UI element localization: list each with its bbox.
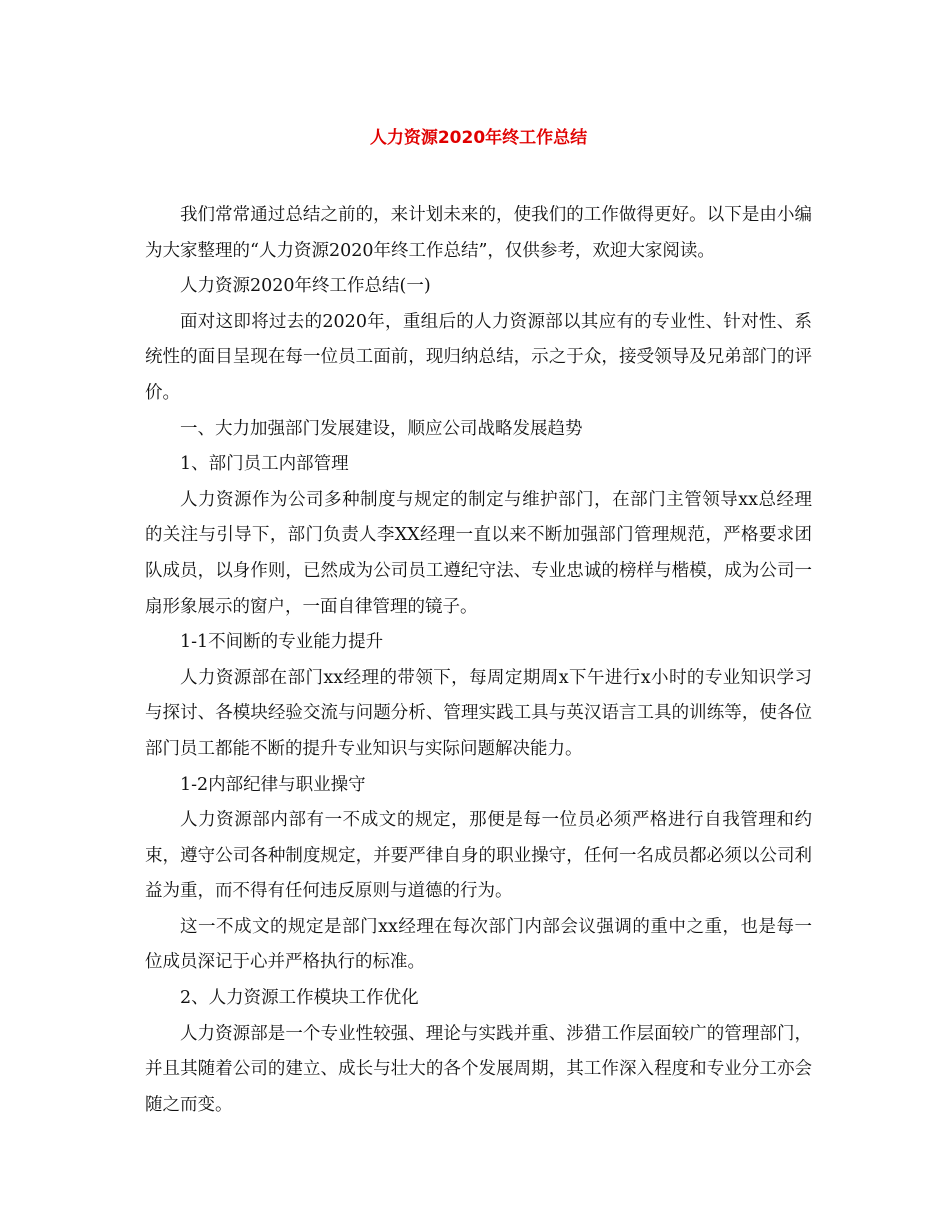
paragraph-subtitle: 人力资源2020年终工作总结(一) [180, 276, 431, 297]
heading-item-1: 1、部门员工内部管理 [180, 454, 349, 475]
heading-item-2: 2、人力资源工作模块工作优化 [180, 988, 419, 1009]
paragraph-item-1-2b: 这一不成文的规定是部门xx经理在每次部门内部会议强调的重中之重，也是每一位成员深记于心并严格执行的标准。 [145, 916, 812, 973]
paragraph-item-1-2: 人力资源部内部有一不成文的规定，那便是每一位员必须严格进行自我管理和约束，遵守公司各种制度规定，并要严律自身的职业操守，任何一名成员都必须以公司利益为重，而不得有任何违反原则与道德的行为。 [145, 810, 812, 902]
heading-item-1-2: 1-2内部纪律与职业操守 [180, 774, 366, 795]
heading-section-1: 一、大力加强部门发展建设，顺应公司战略发展趋势 [180, 418, 583, 439]
document-title: 人力资源2020年终工作总结 [369, 128, 588, 148]
document-body [145, 198, 812, 1123]
heading-item-1-1: 1-1不间断的专业能力提升 [180, 632, 384, 653]
paragraph-overview: 面对这即将过去的2020年，重组后的人力资源部以其应有的专业性、针对性、系统性的面目呈现在每一位员工面前，现归纳总结，示之于众，接受领导及兄弟部门的评价。 [145, 311, 812, 403]
paragraph-item-1: 人力资源作为公司多种制度与规定的制定与维护部门，在部门主管领导xx总经理的关注与引导下，部门负责人李XX经理一直以来不断加强部门管理规范，严格要求团队成员，以身作则，已然成为公司员工遵纪守法、专业忠诚的榜样与楷模，成为公司一扇形象展示的窗户，一面自律管理的镜子。 [145, 489, 812, 617]
paragraph-item-2: 人力资源部是一个专业性较强、理论与实践并重、涉猎工作层面较广的管理部门，并且其随着公司的建立、成长与壮大的各个发展周期，其工作深入程度和专业分工亦会随之而变。 [145, 1023, 812, 1115]
paragraph-item-1-1: 人力资源部在部门xx经理的带领下，每周定期周x下午进行x小时的专业知识学习与探讨、各模块经验交流与问题分析、管理实践工具与英汉语言工具的训练等，使各位部门员工都能不断的提升专业知识与实际问题解决能力。 [145, 667, 812, 759]
paragraph-intro: 我们常常通过总结之前的，来计划未来的，使我们的工作做得更好。以下是由小编为大家整理的“人力资源2020年终工作总结”，仅供参考，欢迎大家阅读。 [145, 205, 812, 261]
